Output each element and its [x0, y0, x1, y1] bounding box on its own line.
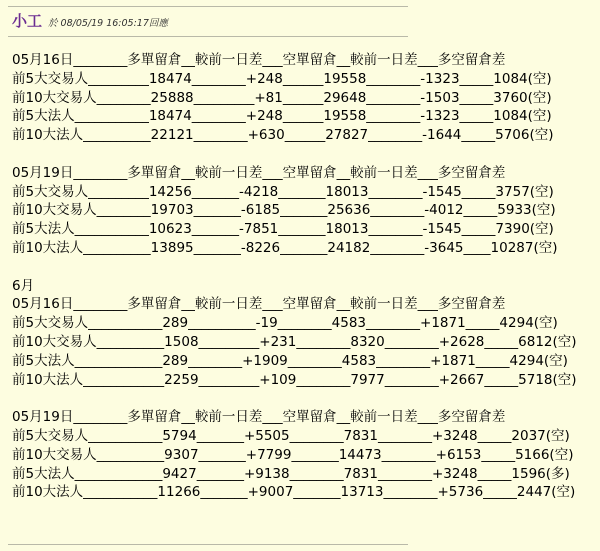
post-header: [12, 10, 168, 28]
table-row-line: 前10大法人__________13895_______-8226_______24182________-3645____10287(空): [12, 239, 558, 256]
author-name[interactable]: 小工: [12, 12, 43, 30]
table-row-line: 前10大法人__________22121________+630______27827________-1644_____5706(空): [12, 127, 554, 144]
data-block: [12, 277, 592, 390]
data-block: [12, 408, 592, 502]
data-block: [12, 51, 592, 145]
blank-line: [12, 145, 592, 164]
post-body: [12, 51, 592, 502]
table-row-line: 前10大法人___________11266_______+9007_______13713________+5736_____2447(空): [12, 484, 576, 501]
table-row-line: 前10大交易人________19703_______-6185_______25636________-4012_____5933(空): [12, 202, 556, 219]
bottom-divider: [8, 544, 408, 545]
post-meta: 於 08/05/19 16:05:17回應: [48, 18, 168, 29]
table-row-line: 前10大法人____________2259_________+109________7977________+2667_____5718(空): [12, 371, 577, 388]
blank-line: [12, 258, 592, 277]
table-header-line: 05月16日________多單留倉__較前一日差___空單留倉__較前一日差___多空留倉差: [12, 52, 506, 68]
table-row-line: 前5大法人___________10623_______-7851_______18013________-1545_____7390(空): [12, 221, 554, 238]
table-row-line: 前5大交易人_________18474________+248______19558________-1323_____1084(空): [12, 70, 552, 87]
top-divider: [8, 6, 408, 7]
table-row-line: 前5大交易人___________289__________-19________4583________+1871_____4294(空): [12, 315, 558, 332]
table-row-line: 前5大法人_____________9427_______+9138________7831________+3248_____1596(多): [12, 465, 570, 482]
table-header-line: 05月16日________多單留倉__較前一日差___空單留倉__較前一日差___多空留倉差: [12, 296, 506, 313]
table-row-line: 前10大交易人________25888_________+81______29648________-1503_____3760(空): [12, 89, 552, 106]
table-row-line: 前5大法人_____________289________+1909________4583________+1871_____4294(空): [12, 352, 568, 369]
table-header-line: 05月19日________多單留倉__較前一日差___空單留倉__較前一日差___多空留倉差: [12, 164, 506, 181]
section-label-line: 6月: [12, 277, 35, 294]
blank-line: [12, 389, 592, 408]
table-header-line: 05月19日________多單留倉__較前一日差___空單留倉__較前一日差___多空留倉差: [12, 409, 506, 426]
table-row-line: 前5大交易人___________5794_______+5505________7831________+3248_____2037(空): [12, 427, 570, 444]
table-row-line: 前10大交易人__________1508_________+231________8320________+2628_____6812(空): [12, 333, 577, 350]
data-block: [12, 164, 592, 258]
table-row-line: 前5大法人___________18474________+248______19558________-1323_____1084(空): [12, 108, 552, 125]
table-row-line: 前5大交易人_________14256_______-4218_______18013________-1545_____3757(空): [12, 183, 554, 200]
table-row-line: 前10大交易人__________9307_______+7799_______14473________+6153_____5166(空): [12, 446, 574, 463]
header-divider: [8, 36, 408, 37]
